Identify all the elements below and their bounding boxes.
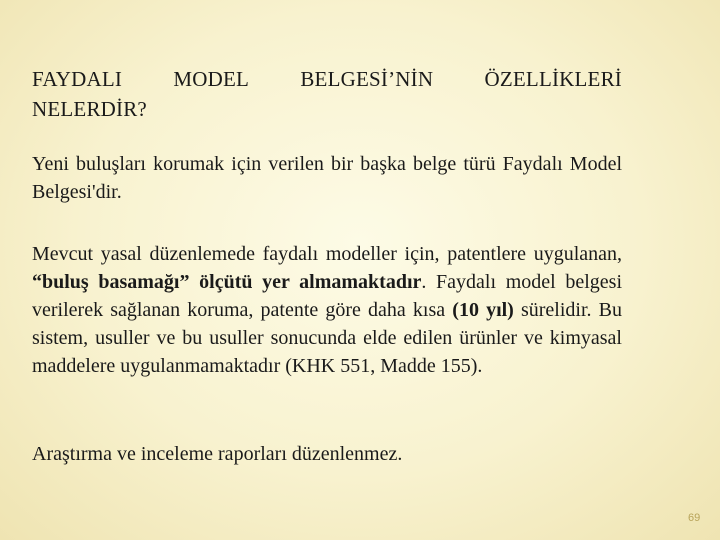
page-number: 69 bbox=[688, 512, 701, 524]
title-word: BELGESİ’NİN bbox=[300, 67, 434, 91]
title-word: ÖZELLİKLERİ bbox=[484, 67, 622, 91]
paragraph-legal-details bbox=[32, 240, 622, 380]
bold-phrase-duration: (10 yıl) bbox=[452, 299, 514, 321]
paragraph-definition: Yeni buluşları korumak için verilen bir başka belge türü Faydalı Model Belgesi'dir. bbox=[32, 153, 622, 203]
slide-title-line-2: NELERDİR? bbox=[32, 97, 147, 121]
bold-phrase-inventive-step: “buluş basamağı” ölçütü yer almamaktadır bbox=[32, 271, 422, 293]
title-word: MODEL bbox=[173, 67, 250, 91]
paragraph-text: sürelidir. Bu sistem, usuller ve bu usuller sonucunda elde edilen ürünler ve kimyasal maddelere uygulanmamaktadır (KHK 551, Madde 155). bbox=[32, 299, 622, 377]
paragraph-text: Mevcut yasal düzenlemede faydalı modeller için, patentlere uygulanan, bbox=[32, 243, 622, 265]
title-word: FAYDALI bbox=[32, 67, 123, 91]
slide-title-line-1 bbox=[32, 64, 622, 94]
paragraph-reports: Araştırma ve inceleme raporları düzenlenmez. bbox=[32, 443, 403, 465]
paragraph-text: . Faydalı model belgesi verilerek sağlanan koruma, patente göre daha kısa bbox=[32, 271, 622, 321]
slide-title bbox=[32, 64, 622, 124]
